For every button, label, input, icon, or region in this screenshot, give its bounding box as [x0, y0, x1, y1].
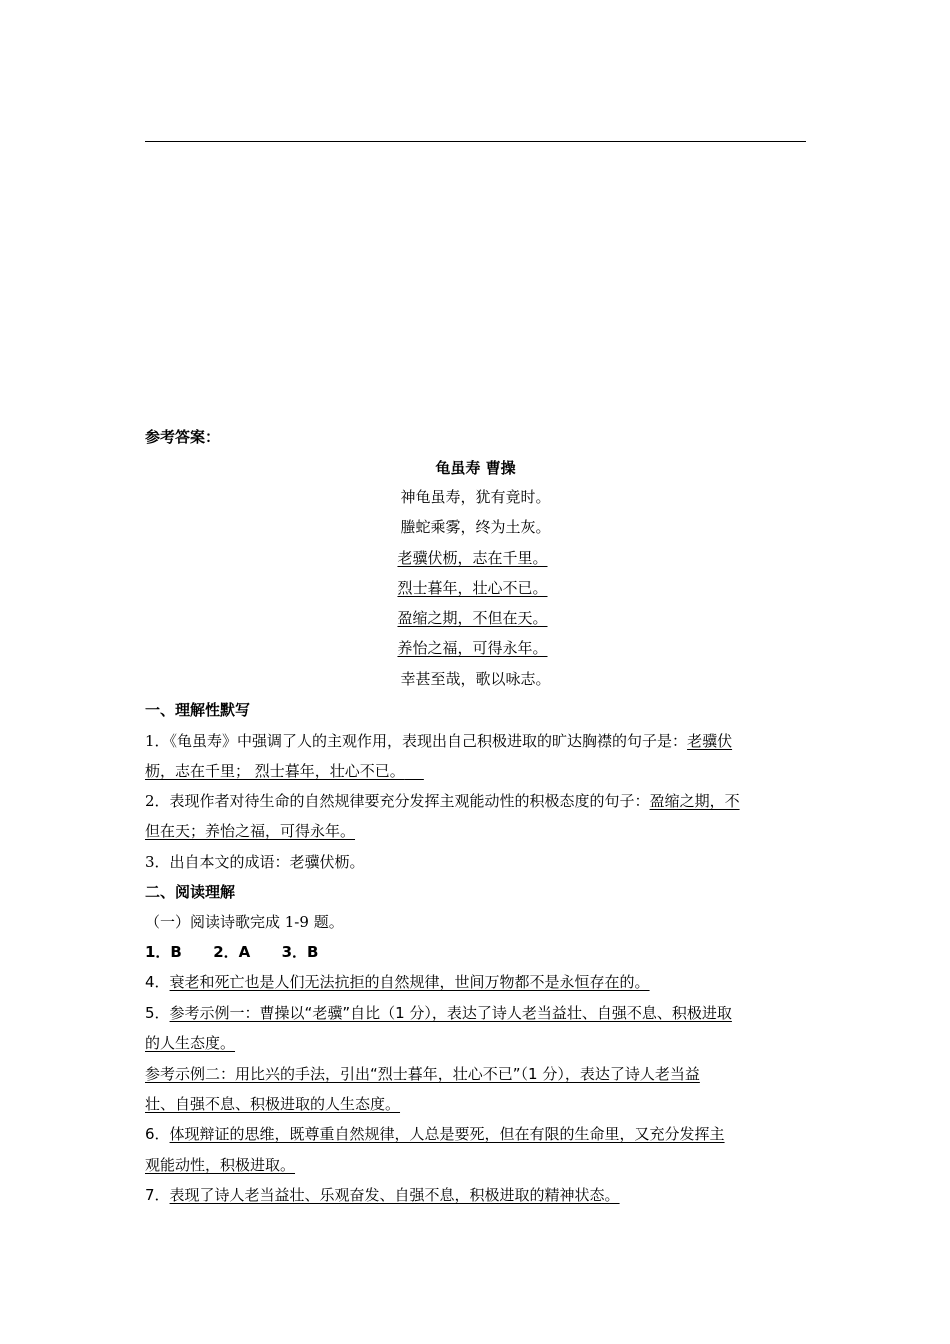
question-5: 5．参考示例一：曹操以“老骥”自比（1 分），表达了诗人老当益壮、自强不息、积极进取	[145, 1004, 732, 1022]
poem-title: 龟虽寿 曹操	[435, 459, 516, 477]
poem-line: 烈士暮年，壮心不已。	[397, 579, 548, 597]
question-5-cont: 的人生态度。	[145, 1034, 236, 1052]
poem-line: 养怡之福，可得永年。	[397, 639, 548, 657]
question-6: 6．体现辩证的思维，既尊重自然规律，人总是要死，但在有限的生命里，又充分发挥主	[145, 1125, 725, 1143]
choice-answers: 1．B 2．A 3．B	[145, 943, 319, 961]
question-6-cont: 观能动性，积极进取。	[145, 1156, 296, 1174]
header-rule	[145, 141, 806, 142]
question-1-cont: 枥，志在千里； 烈士暮年，壮心不已。	[145, 762, 405, 780]
question-4: 4．衰老和死亡也是人们无法抗拒的自然规律，世间万物都不是永恒存在的。	[145, 973, 650, 991]
poem-line: 盈缩之期，不但在天。	[397, 609, 548, 627]
question-5-example-2: 参考示例二：用比兴的手法，引出“烈士暮年，壮心不已”（1 分），表达了诗人老当益	[145, 1065, 700, 1083]
section2-subheading: （一）阅读诗歌完成 1-9 题。	[145, 913, 344, 931]
question-7: 7．表现了诗人老当益壮、乐观奋发、自强不息，积极进取的精神状态。	[145, 1186, 620, 1204]
question-3: 3．出自本文的成语：老骥伏枥。	[145, 853, 365, 871]
poem-line: 螣蛇乘雾，终为土灰。	[400, 518, 551, 536]
section1-heading: 一、理解性默写	[145, 701, 251, 719]
question-2-cont: 但在天；养怡之福，可得永年。	[145, 822, 356, 840]
answer-heading: 参考答案：	[145, 428, 221, 446]
poem-line: 神龟虽寿，犹有竟时。	[400, 488, 551, 506]
section2-heading: 二、阅读理解	[145, 883, 236, 901]
poem-line: 幸甚至哉，歌以咏志。	[400, 670, 551, 688]
question-1: 1．《龟虽寿》中强调了人的主观作用，表现出自己积极进取的旷达胸襟的句子是：老骥伏	[145, 732, 733, 750]
poem-line: 老骥伏枥，志在千里。	[397, 549, 548, 567]
question-5-example-2-cont: 壮、自强不息、积极进取的人生态度。	[145, 1095, 401, 1113]
question-2: 2．表现作者对待生命的自然规律要充分发挥主观能动性的积极态度的句子：盈缩之期，不	[145, 792, 740, 810]
